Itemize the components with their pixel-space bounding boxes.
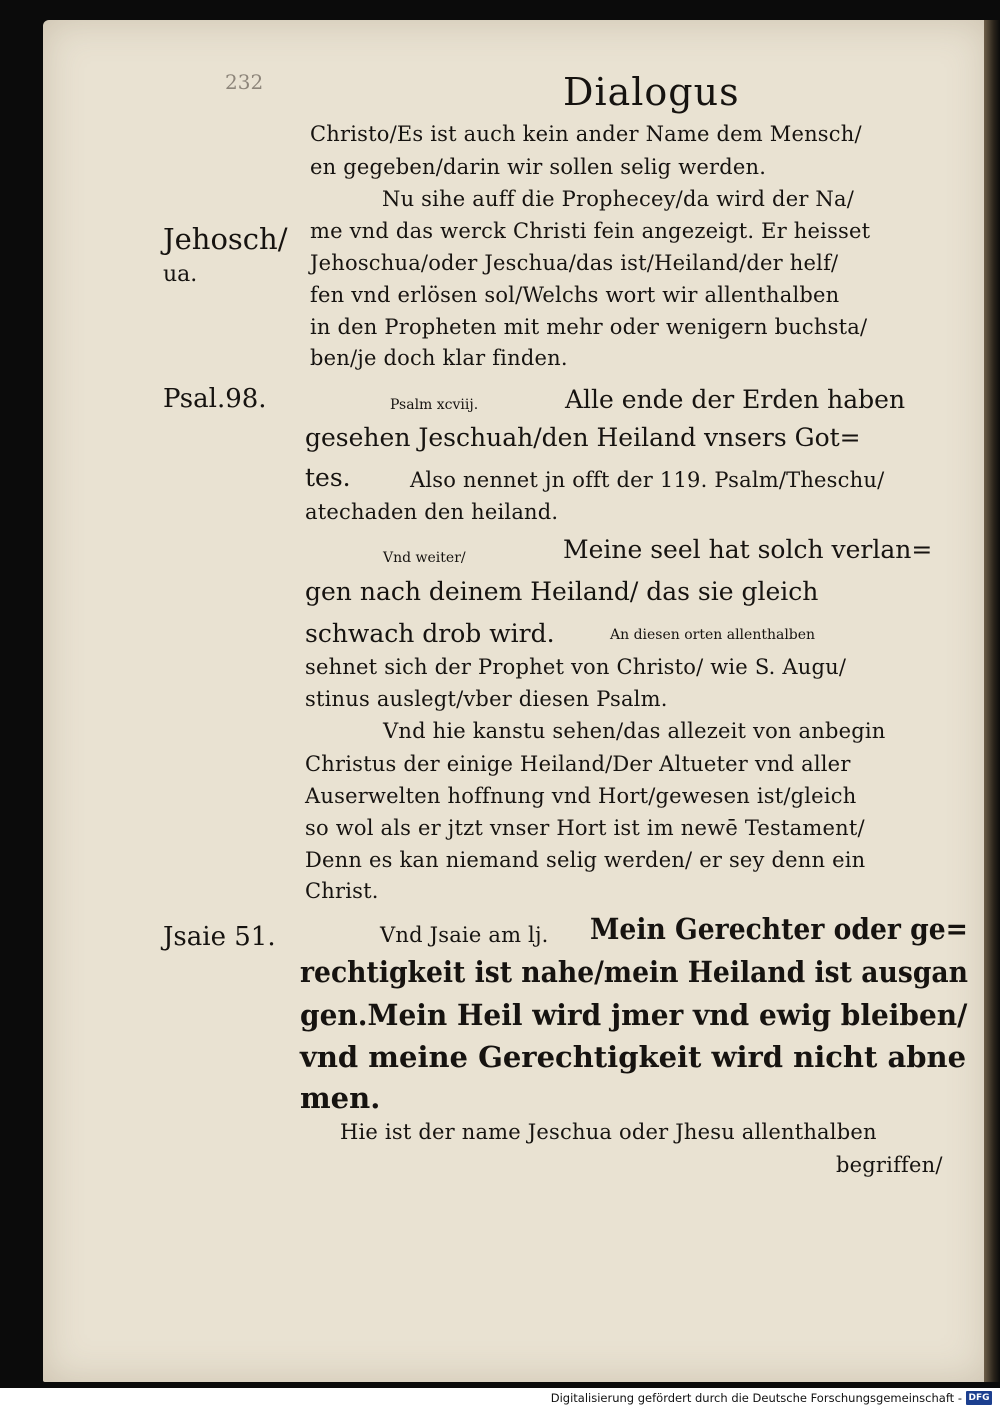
- text-line: Psalm xcviij.: [390, 397, 479, 413]
- text-line: Vnd hie kanstu sehen/das allezeit von anbegin: [383, 719, 886, 743]
- text-line: ben/je doch klar finden.: [310, 346, 568, 370]
- text-line: atechaden den heiland.: [305, 500, 559, 524]
- margin-note-jehoschua: Jehosch/: [163, 222, 288, 256]
- margin-note-jehoschua-cont: ua.: [163, 262, 198, 287]
- catchword: begriffen/: [836, 1153, 943, 1177]
- text-line: Auserwelten hoffnung vnd Hort/gewesen ist/gleich: [305, 784, 857, 808]
- margin-note-jsaie: Jsaie 51.: [163, 922, 276, 952]
- text-line: Christus der einige Heiland/Der Altueter vnd aller: [305, 752, 851, 776]
- page-edge: [984, 20, 1000, 1382]
- text-line: men.: [300, 1081, 381, 1115]
- text-line: Hie ist der name Jeschua oder Jhesu allenthalben: [340, 1120, 877, 1144]
- text-line: Denn es kan niemand selig werden/ er sey denn ein: [305, 848, 866, 872]
- text-line: Alle ende der Erden haben: [565, 385, 906, 414]
- page-number: 232: [225, 70, 264, 94]
- text-line: rechtigkeit ist nahe/mein Heiland ist ausgan: [300, 955, 969, 989]
- margin-note-psalm: Psal.98.: [163, 384, 267, 414]
- text-line: Meine seel hat solch verlan=: [563, 535, 933, 564]
- text-line: Jehoschua/oder Jeschua/das ist/Heiland/der helf/: [310, 251, 839, 275]
- text-line: schwach drob wird.: [305, 619, 555, 648]
- text-line: vnd meine Gerechtigkeit wird nicht abne: [300, 1040, 967, 1074]
- text-line: en gegeben/darin wir sollen selig werden.: [310, 155, 767, 179]
- text-line: sehnet sich der Prophet von Christo/ wie S. Augu/: [305, 655, 847, 679]
- text-line: gen.Mein Heil wird jmer vnd ewig bleiben/: [300, 998, 968, 1032]
- text-line: stinus auslegt/vber diesen Psalm.: [305, 687, 668, 711]
- running-title: Dialogus: [563, 70, 740, 114]
- text-line: Christo/Es ist auch kein ander Name dem Mensch/: [310, 122, 862, 146]
- text-line: in den Propheten mit mehr oder wenigern buchsta/: [310, 315, 868, 339]
- text-line: tes.: [305, 463, 351, 492]
- dfg-logo: DFG: [966, 1391, 992, 1405]
- text-line: Vnd Jsaie am lj.: [380, 923, 549, 947]
- text-line: fen vnd erlösen sol/Welchs wort wir allenthalben: [310, 283, 840, 307]
- text-line: so wol als er jtzt vnser Hort ist im newē Testament/: [305, 816, 865, 840]
- text-line: Also nennet jn offt der 119. Psalm/Theschu/: [410, 468, 885, 492]
- text-line: me vnd das werck Christi fein angezeigt. Er heisset: [310, 219, 871, 243]
- footer-bar: [0, 1388, 1000, 1409]
- text-line: An diesen orten allenthalben: [610, 627, 816, 643]
- text-line: Christ.: [305, 879, 379, 903]
- text-line: gen nach deinem Heiland/ das sie gleich: [305, 577, 819, 606]
- text-line: gesehen Jeschuah/den Heiland vnsers Got=: [305, 423, 861, 452]
- funding-credit: Digitalisierung gefördert durch die Deutsche Forschungsgemeinschaft -: [550, 1391, 962, 1405]
- text-line: Mein Gerechter oder ge=: [590, 912, 968, 946]
- text-line: Nu sihe auff die Prophecey/da wird der Na/: [382, 187, 854, 211]
- text-line: Vnd weiter/: [383, 550, 466, 566]
